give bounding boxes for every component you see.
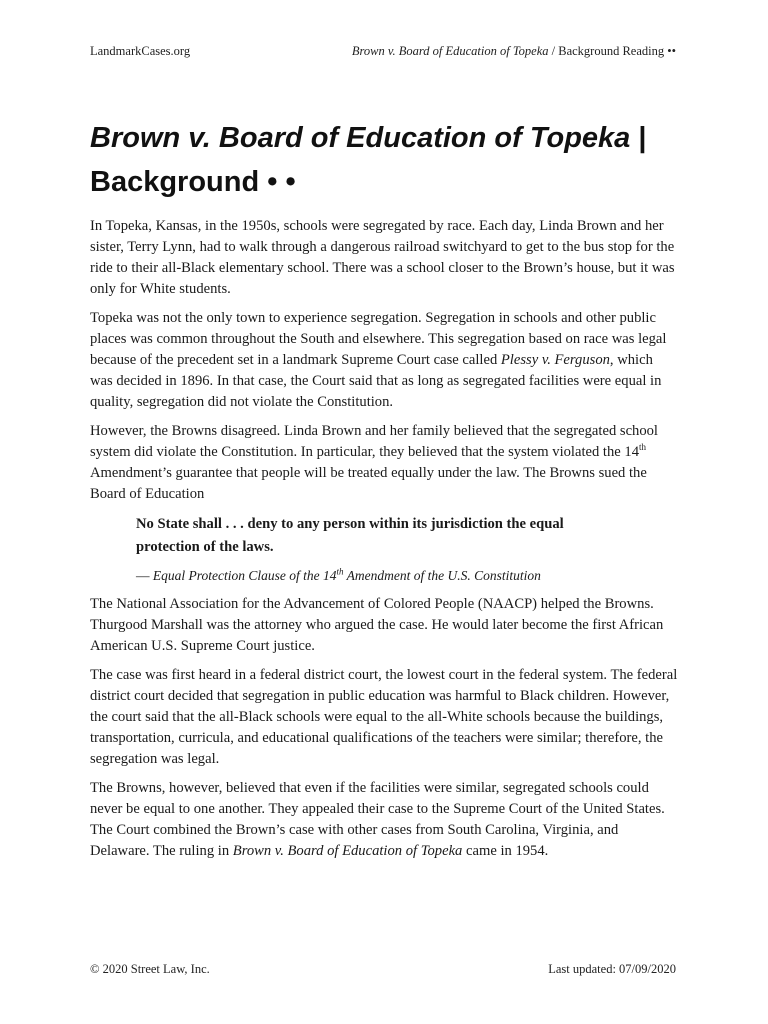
block-quote bbox=[136, 513, 678, 586]
header-separator: / bbox=[548, 44, 559, 58]
paragraph-6 bbox=[90, 778, 678, 862]
title-case-name: Brown v. Board of Education of Topeka bbox=[90, 122, 631, 154]
last-updated: Last updated: 07/09/2020 bbox=[548, 962, 676, 976]
paragraph-2-text-b: , which was decided in 1896. In that case, the Court said that as long as segregated facilities were equal in quality, segregation did not violate the Constitution. bbox=[90, 352, 662, 410]
quote-text: No State shall . . . deny to any person within its jurisdiction the equal protection of the laws. bbox=[136, 516, 564, 555]
paragraph-5: The case was first heard in a federal district court, the lowest court in the federal system. The federal district court decided that segregation in public education was harmful to Black children. However, the court said that the all-Black schools were equal to the all-White schools because the buildings, transportation, curricula, and educational qualifications of the teachers were similar; therefore, the segregation was legal. bbox=[90, 667, 678, 767]
paragraph-3-text-a: However, the Browns disagreed. Linda Brown and her family believed that the segregated school system did violate the Constitution. In particular, they believed that the system violated the 14 bbox=[90, 423, 658, 460]
citation-dash: — bbox=[136, 568, 153, 583]
ordinal-superscript: th bbox=[639, 442, 647, 453]
citation-superscript: th bbox=[336, 566, 344, 577]
paragraph-2-text-a: Topeka was not the only town to experience segregation. Segregation in schools and other public places was common throughout the South and elsewhere. This segregation based on race was legal because of the precedent set in a landmark Supreme Court case called bbox=[90, 310, 667, 368]
page-header bbox=[90, 44, 676, 59]
paragraph-2 bbox=[90, 308, 678, 413]
citation-text-b: Amendment of the U.S. Constitution bbox=[343, 568, 541, 583]
citation-source bbox=[153, 568, 541, 583]
citation-text-a: Equal Protection Clause of the 14 bbox=[152, 568, 337, 583]
plessy-case-name: Plessy v. Ferguson bbox=[500, 352, 610, 368]
article-body bbox=[90, 216, 678, 870]
copyright-notice: © 2020 Street Law, Inc. bbox=[90, 962, 210, 976]
brown-case-name: Brown v. Board of Education of Topeka bbox=[232, 843, 463, 859]
paragraph-3 bbox=[90, 421, 678, 505]
title-subtitle: Background • • bbox=[90, 166, 296, 198]
site-name: LandmarkCases.org bbox=[90, 44, 191, 58]
quote-citation bbox=[136, 565, 678, 586]
paragraph-6-text-a: The Browns, however, believed that even if the facilities were similar, segregated schools could never be equal to one another. They appealed their case to the Supreme Court of the United States. The Court combined the Brown’s case with other cases from South Carolina, Virginia, and Delaware. The ruling in bbox=[90, 780, 665, 859]
paragraph-6-text-b: came in 1954. bbox=[462, 843, 549, 859]
paragraph-3-text-b: Amendment’s guarantee that people will be treated equally under the law. The Browns sued the Board of Education bbox=[90, 465, 647, 502]
page-title bbox=[90, 116, 690, 204]
header-reading-label: Background Reading •• bbox=[558, 44, 676, 58]
page-footer bbox=[90, 962, 676, 977]
header-case-name: Brown v. Board of Education of Topeka bbox=[351, 44, 549, 58]
paragraph-4: The National Association for the Advancement of Colored People (NAACP) helped the Browns. Thurgood Marshall was the attorney who argued the case. He would later become the first African American U.S. Supreme Court justice. bbox=[90, 596, 664, 654]
title-divider: | bbox=[630, 122, 647, 154]
paragraph-1: In Topeka, Kansas, in the 1950s, schools were segregated by race. Each day, Linda Brown and her sister, Terry Lynn, had to walk through a dangerous railroad switchyard to get to the bus stop for the ride to their all-Black elementary school. There was a school closer to the Brown’s house, but it was only for White students. bbox=[90, 218, 675, 297]
header-reading-title bbox=[352, 44, 676, 59]
